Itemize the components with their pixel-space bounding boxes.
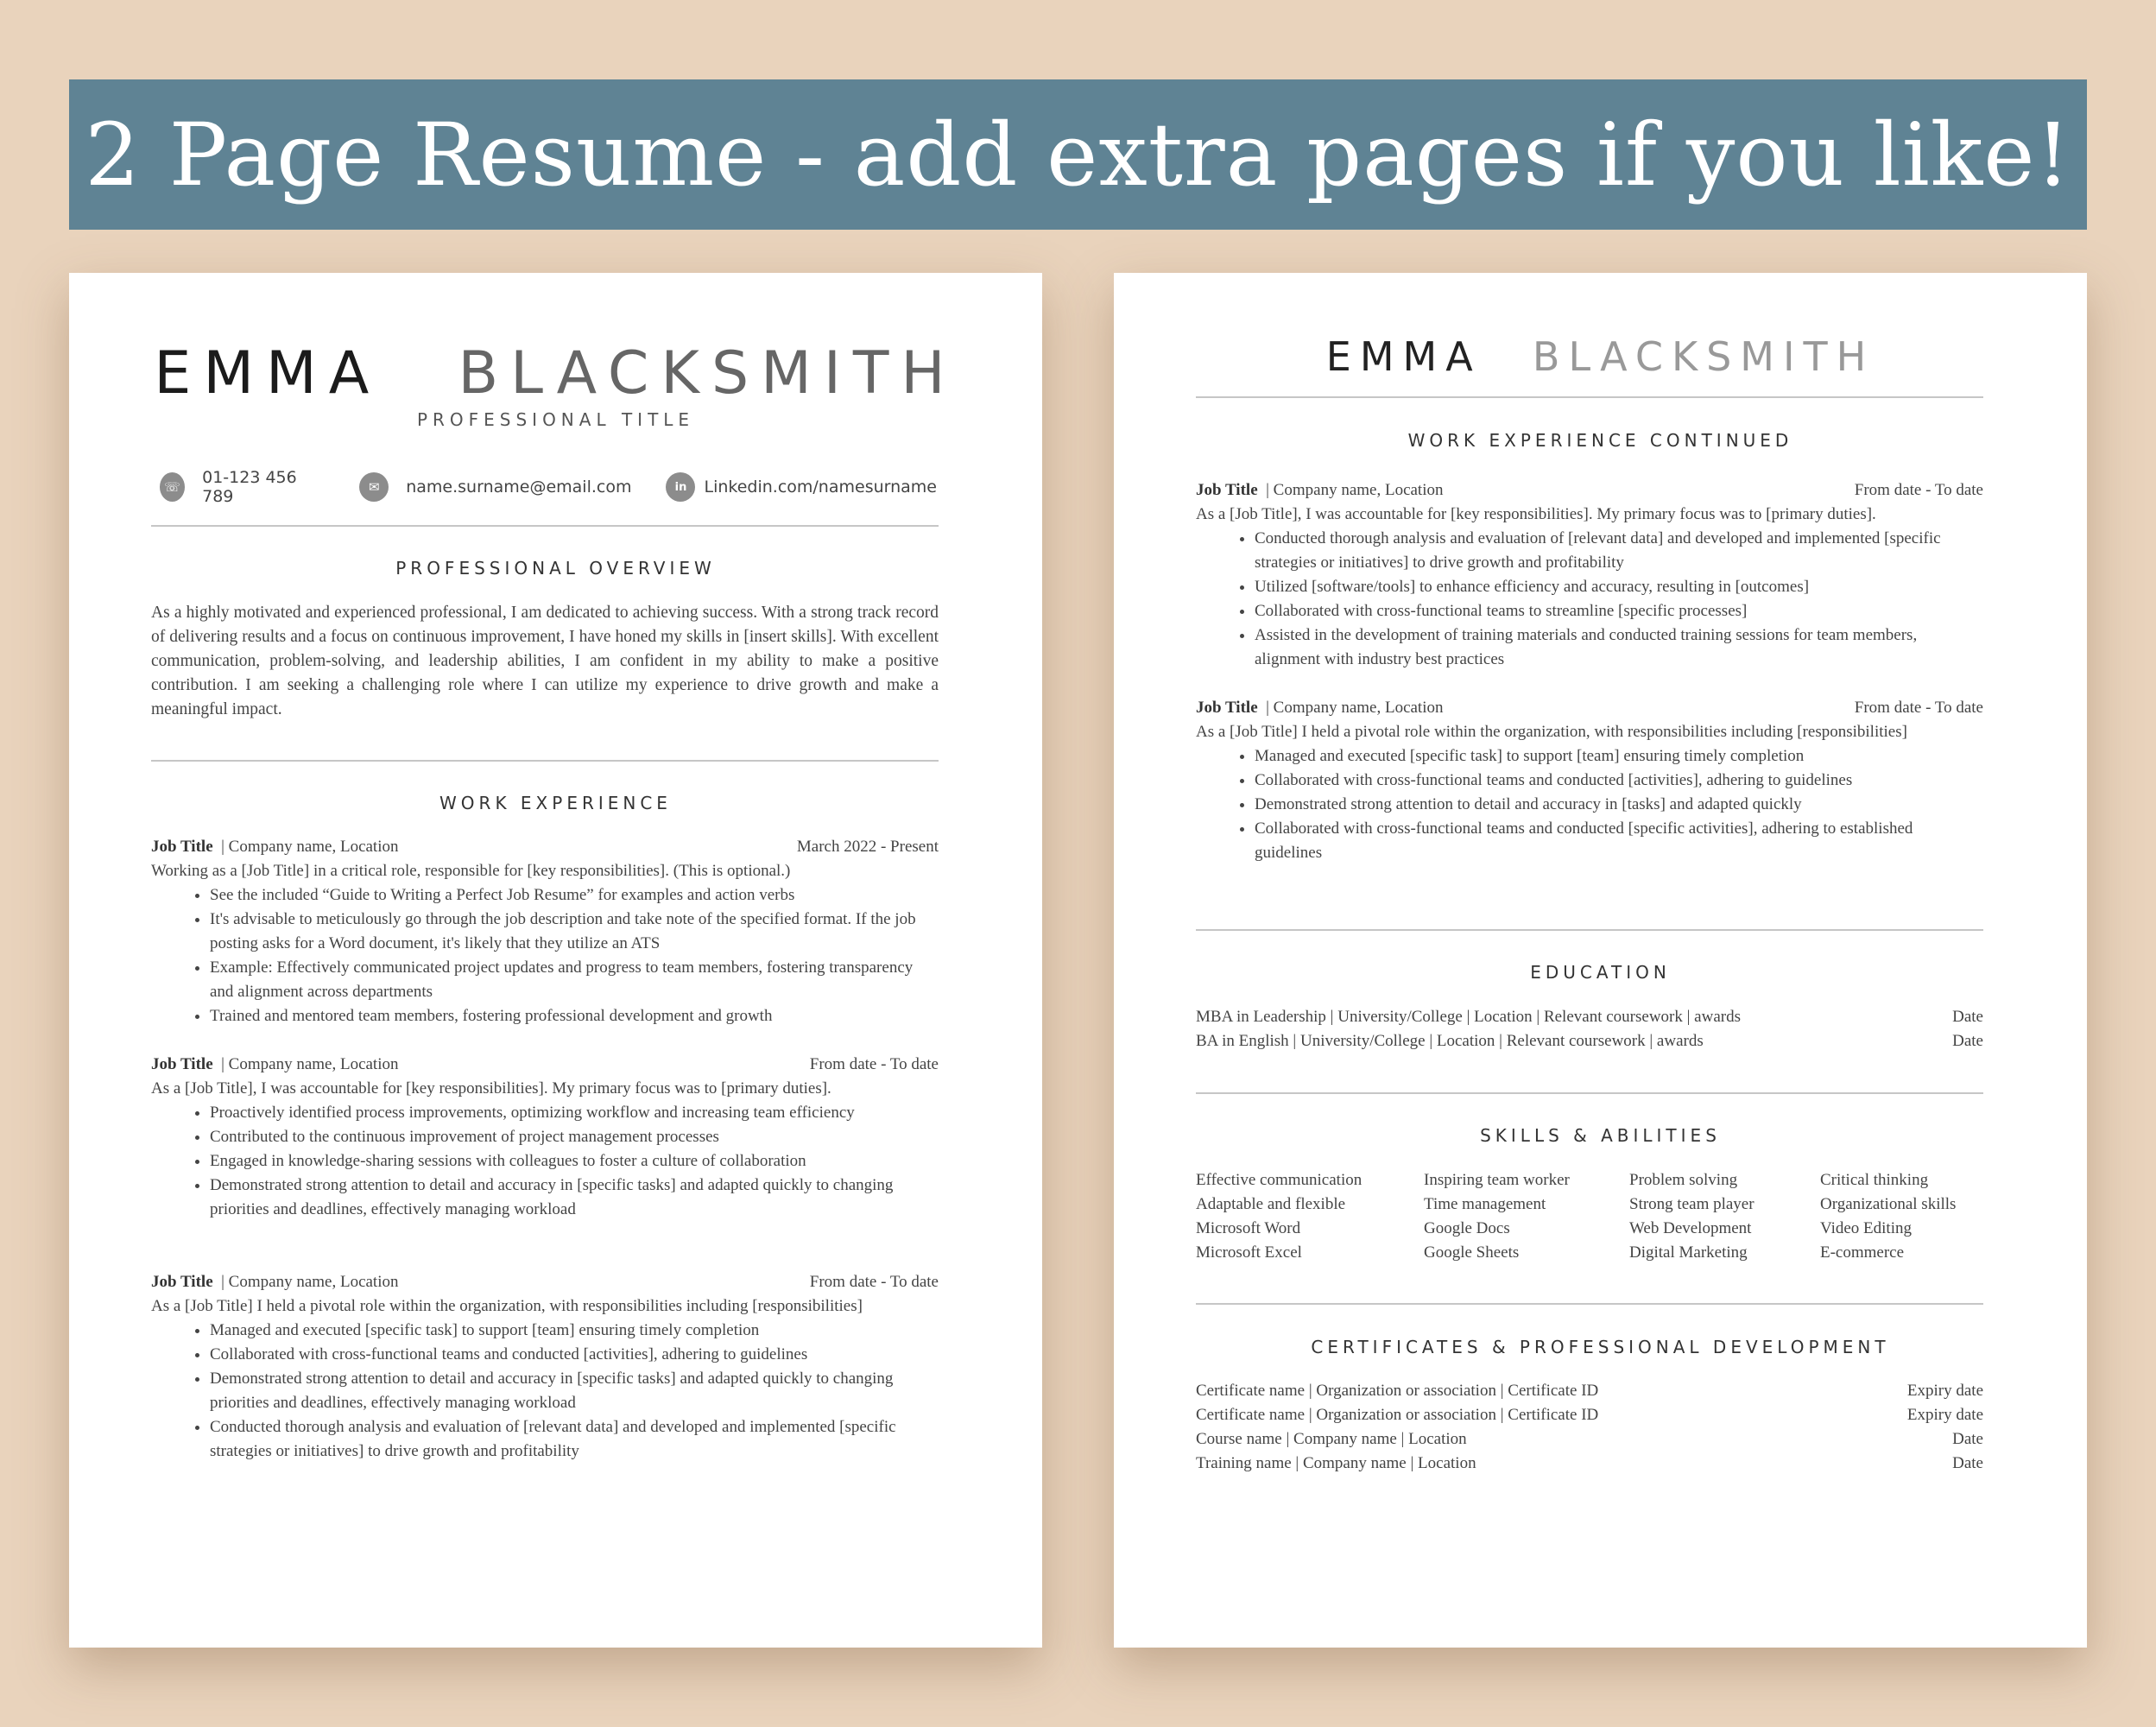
- work-continued-heading: WORK EXPERIENCE CONTINUED: [1407, 430, 1793, 451]
- skill-item: Google Sheets: [1424, 1243, 1520, 1262]
- education-text: MBA in Leadership | University/College | Location | Relevant coursework | awards: [1196, 1008, 1741, 1026]
- certificate-text: Certificate name | Organization or association | Certificate ID: [1196, 1406, 1599, 1424]
- skill-item: Problem solving: [1629, 1171, 1738, 1189]
- skill-item: Critical thinking: [1820, 1171, 1929, 1189]
- skill-item: Microsoft Excel: [1196, 1243, 1302, 1262]
- certificates-list: [1196, 1379, 1983, 1476]
- skills-grid: [1196, 1168, 1983, 1265]
- education-row: [1196, 1005, 1983, 1029]
- contact-linkedin: [666, 472, 937, 502]
- resume-page-2: [1114, 273, 2087, 1648]
- job-description: As a [Job Title], I was accountable for [key responsibilities]. My primary focus was to [primary duties].: [1196, 505, 1876, 523]
- skill-item: Effective communication: [1196, 1171, 1363, 1189]
- phone-icon: ☏: [160, 472, 185, 502]
- job-bullet: • It's advisable to meticulously go through the job description and take note of the specified format. If the job posting asks for a Word document, it's likely that they utilize an ATS: [210, 908, 939, 956]
- job-company: | Company name, Location: [221, 1055, 399, 1073]
- job-date: From date - To date: [809, 1273, 939, 1291]
- job-company: | Company name, Location: [1266, 481, 1444, 499]
- skills-heading: SKILLS & ABILITIES: [1480, 1125, 1721, 1146]
- linkedin-icon: in: [666, 472, 695, 502]
- certificate-row: [1196, 1403, 1983, 1427]
- linkedin-text: Linkedin.com/namesurname: [704, 478, 937, 497]
- job-bullet: • Collaborated with cross-functional teams and conducted [activities], adhering to guidelines: [1255, 769, 1983, 793]
- skill-item: Digital Marketing: [1629, 1243, 1748, 1262]
- job-bullet: • Collaborated with cross-functional teams to streamline [specific processes]: [1255, 599, 1983, 623]
- certificate-date: Date: [1952, 1454, 1983, 1472]
- certificate-text: Certificate name | Organization or association | Certificate ID: [1196, 1382, 1599, 1400]
- divider: [1196, 1303, 1983, 1305]
- resume-name: [69, 339, 1042, 408]
- job-bullet: • Demonstrated strong attention to detail and accuracy in [tasks] and adapted quickly: [1255, 793, 1983, 817]
- job-bullet: • Assisted in the development of training materials and conducted training sessions for team members, alignment with industry best practices: [1255, 623, 1983, 672]
- divider: [151, 525, 939, 527]
- professional-title: PROFESSIONAL TITLE: [416, 409, 695, 430]
- skill-item: Strong team player: [1629, 1195, 1755, 1213]
- job-bullet: • Collaborated with cross-functional teams and conducted [specific activities], adhering to established guidelines: [1255, 817, 1983, 865]
- skills-column: [1629, 1168, 1820, 1265]
- resume-page-1: [69, 273, 1042, 1648]
- job-title: Job Title: [151, 1055, 213, 1073]
- job-date: From date - To date: [809, 1055, 939, 1073]
- certificate-row: [1196, 1379, 1983, 1403]
- job-company: | Company name, Location: [221, 838, 399, 856]
- job-description: As a [Job Title] I held a pivotal role within the organization, with responsibilities including [responsibilities]: [151, 1297, 863, 1315]
- skills-column: [1820, 1168, 1983, 1265]
- job-bullet: • Demonstrated strong attention to detail and accuracy in [specific tasks] and adapted quickly to changing priorities and deadlines, effectively managing workload: [210, 1173, 939, 1222]
- skills-column: [1424, 1168, 1629, 1265]
- skill-item: Web Development: [1629, 1219, 1752, 1237]
- contact-email: [359, 472, 631, 502]
- divider: [1196, 396, 1983, 398]
- education-text: BA in English | University/College | Location | Relevant coursework | awards: [1196, 1032, 1704, 1050]
- first-name: EMMA: [1325, 333, 1482, 380]
- job-bullet: • Engaged in knowledge-sharing sessions with colleagues to foster a culture of collaboration: [210, 1149, 939, 1173]
- last-name: BLACKSMITH: [458, 339, 958, 408]
- resume-name: [1114, 333, 2087, 380]
- job-entry: [151, 1053, 939, 1222]
- education-heading: EDUCATION: [1530, 962, 1671, 983]
- skill-item: Microsoft Word: [1196, 1219, 1301, 1237]
- job-bullet: • Utilized [software/tools] to enhance efficiency and accuracy, resulting in [outcomes]: [1255, 575, 1983, 599]
- education-row: [1196, 1029, 1983, 1053]
- skill-item: Time management: [1424, 1195, 1546, 1213]
- job-title: Job Title: [151, 1273, 213, 1291]
- email-icon: ✉: [359, 472, 389, 502]
- job-title: Job Title: [151, 838, 213, 856]
- certificate-date: Expiry date: [1906, 1382, 1983, 1400]
- banner: [69, 79, 2087, 230]
- certificate-text: Training name | Company name | Location: [1196, 1454, 1476, 1472]
- work-heading: WORK EXPERIENCE: [439, 793, 672, 813]
- job-entry: [151, 1270, 939, 1464]
- banner-title: 2 Page Resume - add extra pages if you like!: [85, 104, 2071, 206]
- certificate-text: Course name | Company name | Location: [1196, 1430, 1467, 1448]
- education-date: Date: [1952, 1032, 1983, 1050]
- job-bullet: • Example: Effectively communicated project updates and progress to team members, fostering transparency and alignment across departments: [210, 956, 939, 1004]
- last-name: BLACKSMITH: [1532, 333, 1875, 380]
- job-bullet: • Contributed to the continuous improvement of project management processes: [210, 1125, 939, 1149]
- skill-item: Inspiring team worker: [1424, 1171, 1570, 1189]
- job-date: From date - To date: [1854, 699, 1983, 717]
- skill-item: Adaptable and flexible: [1196, 1195, 1346, 1213]
- job-description: As a [Job Title], I was accountable for [key responsibilities]. My primary focus was to [primary duties].: [151, 1079, 831, 1098]
- job-bullet: • Demonstrated strong attention to detail and accuracy in [specific tasks] and adapted quickly to changing priorities and deadlines, effectively managing workload: [210, 1367, 939, 1415]
- job-bullet: • See the included “Guide to Writing a Perfect Job Resume” for examples and action verbs: [210, 883, 939, 908]
- education-date: Date: [1952, 1008, 1983, 1026]
- job-bullet: • Managed and executed [specific task] to support [team] ensuring timely completion: [1255, 744, 1983, 769]
- job-date: From date - To date: [1854, 481, 1983, 499]
- job-title: Job Title: [1196, 699, 1258, 717]
- certificates-heading: CERTIFICATES & PROFESSIONAL DEVELOPMENT: [1311, 1337, 1890, 1357]
- job-description: Working as a [Job Title] in a critical role, responsible for [key responsibilities]. (This is optional.): [151, 862, 791, 880]
- certificate-date: Date: [1952, 1430, 1983, 1448]
- divider: [1196, 929, 1983, 931]
- divider: [1196, 1092, 1983, 1094]
- skill-item: Video Editing: [1820, 1219, 1912, 1237]
- email-text: name.surname@email.com: [406, 478, 632, 497]
- contact-row: [160, 470, 937, 504]
- certificate-row: [1196, 1452, 1983, 1476]
- job-bullet: • Collaborated with cross-functional teams and conducted [activities], adhering to guidelines: [210, 1343, 939, 1367]
- job-description: As a [Job Title] I held a pivotal role within the organization, with responsibilities including [responsibilities]: [1196, 723, 1907, 741]
- job-bullet: • Managed and executed [specific task] to support [team] ensuring timely completion: [210, 1319, 939, 1343]
- overview-text: As a highly motivated and experienced professional, I am dedicated to achieving success. With a strong track record of delivering results and a focus on continuous improvement, I have honed my skills in [insert skills]. With excellent communication, problem-solving, and leadership abilities, I am confident in my ability to make a positive contribution. I am seeking a challenging role where I can utilize my experience to drive growth and make a meaningful impact.: [151, 604, 939, 718]
- job-company: | Company name, Location: [221, 1273, 399, 1291]
- job-bullet: • Conducted thorough analysis and evaluation of [relevant data] and developed and implemented [specific strategies or initiatives] to drive growth and profitability: [210, 1415, 939, 1464]
- skill-item: Google Docs: [1424, 1219, 1510, 1237]
- job-entry: [151, 835, 939, 1028]
- skill-item: Organizational skills: [1820, 1195, 1957, 1213]
- certificate-row: [1196, 1427, 1983, 1452]
- first-name: EMMA: [154, 339, 382, 408]
- contact-phone: [160, 468, 314, 506]
- skill-item: E-commerce: [1820, 1243, 1905, 1262]
- job-entry: [1196, 478, 1983, 672]
- job-company: | Company name, Location: [1266, 699, 1444, 717]
- divider: [151, 760, 939, 762]
- job-bullet: • Conducted thorough analysis and evaluation of [relevant data] and developed and implemented [specific strategies or initiatives] to drive growth and profitability: [1255, 527, 1983, 575]
- education-list: [1196, 1005, 1983, 1053]
- job-title: Job Title: [1196, 481, 1258, 499]
- job-bullet: • Trained and mentored team members, fostering professional development and growth: [210, 1004, 939, 1028]
- phone-text: 01-123 456 789: [202, 468, 297, 506]
- overview-heading: PROFESSIONAL OVERVIEW: [395, 558, 716, 579]
- skills-column: [1196, 1168, 1424, 1265]
- job-date: March 2022 - Present: [796, 838, 939, 856]
- certificate-date: Expiry date: [1906, 1406, 1983, 1424]
- job-entry: [1196, 696, 1983, 865]
- job-bullet: • Proactively identified process improvements, optimizing workflow and increasing team efficiency: [210, 1101, 939, 1125]
